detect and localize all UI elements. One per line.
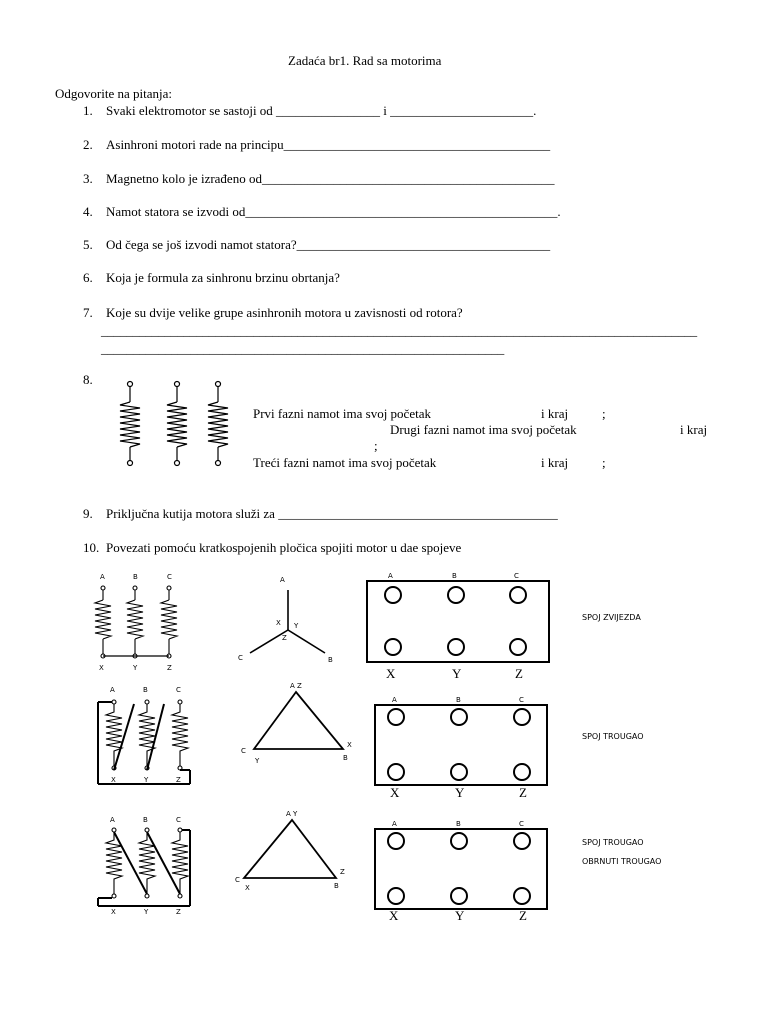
q8-line3-semicolon: ; bbox=[602, 455, 606, 470]
box-star-label-y: Y bbox=[452, 666, 462, 681]
box-reversed-label-b: B bbox=[456, 820, 461, 828]
three-phase-windings-diagram bbox=[115, 378, 215, 468]
delta-windings-diagram bbox=[90, 690, 200, 790]
star-connection-label: SPOJ ZVIJEZDA bbox=[582, 613, 641, 622]
box-star-label-b: B bbox=[452, 572, 457, 580]
star-center-label-z: Z bbox=[282, 634, 287, 642]
box-delta-label-y: Y bbox=[455, 785, 465, 800]
reversed-windings-label-c: C bbox=[176, 816, 181, 824]
box-delta-label-a: A bbox=[392, 696, 397, 704]
question-4-text: Namot statora se izvodi od________________________________________________. bbox=[106, 204, 561, 219]
question-7-text: Koje su dvije velike grupe asinhronih motora u zavisnosti od rotora? bbox=[106, 305, 463, 320]
q8-line2-end: i kraj bbox=[680, 422, 708, 437]
box-reversed-label-a: A bbox=[392, 820, 397, 828]
box-delta-label-c: C bbox=[519, 696, 524, 704]
q8-line1-text: Prvi fazni namot ima svoj početak bbox=[253, 406, 431, 421]
reversed-windings-label-a: A bbox=[110, 816, 115, 824]
reversed-windings-label-x: X bbox=[111, 908, 116, 916]
delta1-label-left2: Y bbox=[255, 757, 260, 765]
delta-windings-label-z: Z bbox=[176, 776, 181, 784]
q8-line1-end: i kraj bbox=[541, 406, 569, 421]
question-1-text: Svaki elektromotor se sastoji od ________________ i ______________________. bbox=[106, 103, 537, 118]
question-8-number: 8. bbox=[83, 372, 93, 387]
star-label-c: C bbox=[238, 654, 243, 662]
delta2-label-right: B bbox=[334, 882, 339, 890]
winding-3 bbox=[208, 382, 228, 466]
question-5-text: Od čega se još izvodi namot statora?_______________________________________ bbox=[106, 237, 551, 252]
box-reversed-label-y: Y bbox=[455, 908, 465, 923]
box-delta-label-z: Z bbox=[519, 785, 527, 800]
delta-windings-label-a: A bbox=[110, 686, 115, 694]
reversed-windings-label-b: B bbox=[143, 816, 148, 824]
delta2-label-left2: X bbox=[245, 884, 250, 892]
q8-line3-text: Treći fazni namot ima svoj početak bbox=[253, 455, 437, 470]
delta1-label-left: C bbox=[241, 747, 246, 755]
star-label-a: A bbox=[280, 576, 285, 584]
star-center-label-y: Y bbox=[294, 622, 299, 630]
box-star-label-x: X bbox=[386, 666, 396, 681]
box-delta-label-b: B bbox=[456, 696, 461, 704]
star-connection-diagram bbox=[235, 580, 335, 660]
star-windings-label-z: Z bbox=[167, 664, 172, 672]
star-windings-label-y: Y bbox=[133, 664, 138, 672]
delta2-label-right2: Z bbox=[340, 868, 345, 876]
reversed-windings-label-y: Y bbox=[144, 908, 149, 916]
terminal-box-delta[interactable] bbox=[374, 704, 559, 789]
question-9-number: 9. bbox=[83, 506, 93, 521]
question-4-number: 4. bbox=[83, 204, 93, 219]
delta2-label-left: C bbox=[235, 876, 240, 884]
delta-windings-label-y: Y bbox=[144, 776, 149, 784]
question-3-number: 3. bbox=[83, 171, 93, 186]
terminal-box-star[interactable] bbox=[366, 580, 551, 665]
question-9-text: Priključna kutija motora služi za ___________________________________________ bbox=[106, 506, 558, 521]
delta1-label-top: A Z bbox=[290, 682, 302, 690]
q8-line2-semicolon: ; bbox=[374, 438, 378, 453]
star-windings-label-x: X bbox=[99, 664, 104, 672]
question-1-number: 1. bbox=[83, 103, 93, 118]
reversed-delta-windings-diagram bbox=[90, 818, 200, 918]
question-2-number: 2. bbox=[83, 137, 93, 152]
delta-connection-label: SPOJ TROUGAO bbox=[582, 732, 644, 741]
delta2-label-top: A Y bbox=[286, 810, 298, 818]
question-6-text: Koja je formula za sinhronu brzinu obrtanja? bbox=[106, 270, 340, 285]
delta-windings-label-c: C bbox=[176, 686, 181, 694]
winding-1 bbox=[120, 382, 140, 466]
star-windings-label-c: C bbox=[167, 573, 172, 581]
delta1-label-right: B bbox=[343, 754, 348, 762]
reversed-delta-label-1: SPOJ TROUGAO bbox=[582, 838, 644, 847]
reversed-delta-connection-diagram bbox=[232, 808, 352, 888]
star-windings-label-b: B bbox=[133, 573, 138, 581]
question-10-number: 10. bbox=[83, 540, 100, 555]
question-3-text: Magnetno kolo je izrađeno od_____________________________________________ bbox=[106, 171, 555, 186]
reversed-delta-label-2: OBRNUTI TROUGAO bbox=[582, 857, 662, 866]
question-2-text: Asinhroni motori rade na principu_________________________________________ bbox=[106, 137, 551, 152]
question-7-answer-line-1: ______________________________________________________________________________________________ bbox=[101, 323, 697, 338]
delta-connection-diagram bbox=[240, 680, 360, 760]
question-10-text: Povezati pomoću kratkospojenih pločica spojiti motor u dae spojeve bbox=[106, 540, 462, 555]
question-5-number: 5. bbox=[83, 237, 93, 252]
reversed-windings-label-z: Z bbox=[176, 908, 181, 916]
q8-line2-text: Drugi fazni namot ima svoj početak bbox=[390, 422, 577, 437]
star-windings-diagram bbox=[90, 580, 190, 670]
page-title: Zadaća br1. Rad sa motorima bbox=[288, 53, 442, 68]
question-7-answer-line-2: _______________________________________________________________ bbox=[101, 341, 505, 356]
delta-windings-label-b: B bbox=[143, 686, 148, 694]
q8-line3-end: i kraj bbox=[541, 455, 569, 470]
box-star-label-c: C bbox=[514, 572, 519, 580]
box-reversed-label-x: X bbox=[389, 908, 399, 923]
box-reversed-label-z: Z bbox=[519, 908, 527, 923]
star-center-label-x: X bbox=[276, 619, 281, 627]
question-7-number: 7. bbox=[83, 305, 93, 320]
box-delta-label-x: X bbox=[390, 785, 400, 800]
terminal-box-reversed-delta[interactable] bbox=[374, 828, 559, 913]
box-star-label-z: Z bbox=[515, 666, 523, 681]
box-star-label-a: A bbox=[388, 572, 393, 580]
question-6-number: 6. bbox=[83, 270, 93, 285]
star-label-b: B bbox=[328, 656, 333, 664]
intro-text: Odgovorite na pitanja: bbox=[55, 86, 172, 101]
box-reversed-label-c: C bbox=[519, 820, 524, 828]
q8-line1-semicolon: ; bbox=[602, 406, 606, 421]
delta-windings-label-x: X bbox=[111, 776, 116, 784]
star-windings-label-a: A bbox=[100, 573, 105, 581]
winding-2 bbox=[167, 382, 187, 466]
delta1-label-right2: X bbox=[347, 741, 352, 749]
